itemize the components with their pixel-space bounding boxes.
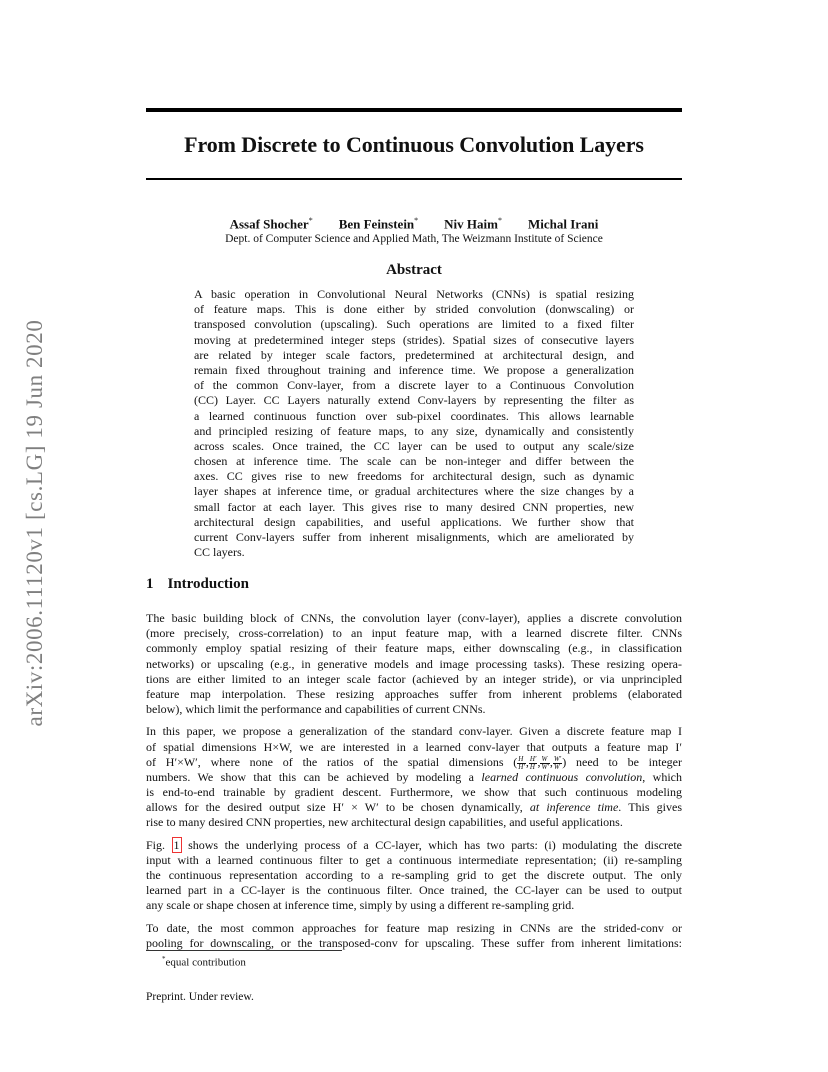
abstract-heading: Abstract bbox=[386, 262, 442, 278]
figure-reference-link[interactable]: 1 bbox=[173, 837, 180, 852]
abstract-line: A basic operation in Convolutional Neural Networks (CNNs) is spatial resizing bbox=[194, 287, 634, 301]
abstract-line: of the common Conv-layer, from a discrete layer to a Continuous Convolution bbox=[194, 378, 634, 393]
text-line: feature map interpolation. These resizing approaches suffer from inherent problems (elaborated bbox=[146, 686, 682, 701]
author: Ben Feinstein* bbox=[338, 216, 419, 232]
abstract-line: CC layers. bbox=[194, 545, 245, 560]
section-number: 1 bbox=[146, 576, 154, 592]
arxiv-identifier-stamp: arXiv:2006.11120v1 [cs.LG] 19 Jun 2020 bbox=[22, 319, 47, 727]
affiliation: Dept. of Computer Science and Applied Math, The Weizmann Institute of Science bbox=[225, 233, 603, 245]
author: Assaf Shocher* bbox=[229, 216, 313, 232]
text-line: The basic building block of CNNs, the convolution layer (conv-layer), applies a discrete convolution bbox=[146, 611, 682, 625]
text-line: of H′×W′, where none of the ratios of the spatial dimensions ( $\frac{H}{H'}$ , $\frac{H'}{H}$ , $\frac{W}{W'}$ , $\frac{W'}{W}$ ) need to be integer bbox=[146, 754, 682, 771]
paragraph bbox=[146, 724, 682, 830]
section-title: Introduction bbox=[167, 576, 249, 592]
author: Michal Irani bbox=[527, 216, 599, 232]
text-line: pooling for downscaling, or the transposed-conv for upscaling. These suffer from inherent limitations: bbox=[146, 935, 682, 950]
abstract-line: transposed convolution (upscaling). Such operations are limited to a fixed filter bbox=[194, 317, 634, 332]
abstract-line: across scales. Once trained, the CC layer can be used to output any scale/size bbox=[194, 438, 634, 453]
text-line: learned part in a CC-layer is the continuous filter. Once trained, the CC-layer can be used to output bbox=[146, 883, 682, 898]
abstract-line: of feature maps. This is done either by strided convolution (donwscaling) or bbox=[194, 302, 634, 317]
abstract-line: a learned continuous function over sub-pixel coordinates. This allows learnable bbox=[194, 408, 634, 423]
abstract-line: chosen at inference time. The scale can be non-integer and differ between the bbox=[194, 454, 634, 469]
section-body bbox=[146, 611, 682, 958]
abstract-line: moving at predetermined integer steps (strides). Spatial sizes of consecutive layers bbox=[194, 332, 634, 347]
text-line: any scale or shape chosen at inference time, simply by using a different re-sampling grid. bbox=[146, 898, 575, 913]
text-line: commonly employ spatial resizing of their feature maps, either downscaling (e.g., in classification bbox=[146, 641, 682, 656]
paragraph bbox=[146, 921, 682, 951]
text-line: To date, the most common approaches for feature map resizing in CNNs are the strided-conv or bbox=[146, 920, 682, 935]
author-list bbox=[146, 216, 682, 232]
text-line: below), which limit the performance and capabilities of current CNNs. bbox=[146, 702, 486, 717]
abstract-body bbox=[194, 287, 634, 560]
text-line: networks) or upscaling (e.g., in generative models and image processing tasks). These resizing opera- bbox=[146, 656, 682, 671]
section-heading bbox=[146, 576, 249, 593]
emphasis: learned continuous convolution bbox=[481, 769, 643, 784]
text-line: is end-to-end trainable by gradient descent. Furthermore, we show that such continuous modeling bbox=[146, 785, 682, 800]
paragraph bbox=[146, 611, 682, 717]
abstract-line: (CC) Layer. CC Layers naturally extend Conv-layers by representing the filter as bbox=[194, 393, 634, 408]
text-line: of spatial dimensions H×W, we are interested in a learned conv-layer that outputs a feature map I′ bbox=[146, 739, 682, 754]
abstract-line: architectural design capabilities, and useful applications. We further show that bbox=[194, 514, 634, 529]
text-line: Fig. 1 shows the underlying process of a CC-layer, which has two parts: (i) modulating the discrete bbox=[146, 837, 682, 852]
footnote-rule bbox=[146, 950, 342, 951]
author: Niv Haim* bbox=[444, 216, 502, 232]
text-line: the continuous representation according to a re-sampling grid to get the discrete output. The only bbox=[146, 868, 682, 882]
text-line: (more precisely, cross-correlation) to an input feature map, with a learned discrete filter. CNNs bbox=[146, 626, 682, 641]
abstract-line: small factor at each layer. This gives rise to many desired CNN properties, new bbox=[194, 499, 634, 514]
title-bottom-rule bbox=[146, 178, 682, 180]
text-line: In this paper, we propose a generalization of the standard conv-layer. Given a discrete feature map I bbox=[146, 724, 682, 739]
title-top-rule bbox=[146, 108, 682, 112]
abstract-line: current Conv-layers suffer from inherent misalignments, which are ameliorated by bbox=[194, 530, 634, 544]
abstract-line: axes. CC gives rise to new freedoms for architectural design, such as dynamic bbox=[194, 469, 634, 484]
text-line: input with a learned continuous filter to get a continuous intermediate representation; (ii) re-sampling bbox=[146, 852, 682, 867]
abstract-line: and principled resizing of feature maps, to any size, dynamically and consistently bbox=[194, 423, 634, 438]
ratio-fraction: $\frac{W}{W'}$ bbox=[541, 754, 549, 771]
ratio-fraction: $\frac{H'}{H}$ bbox=[529, 754, 537, 771]
abstract-line: are related by integer scale factors, predetermined at architectural design, and bbox=[194, 347, 634, 362]
paper-title: From Discrete to Continuous Convolution Layers bbox=[184, 132, 644, 157]
text-line: numbers. We show that this can be achieved by modeling a learned continuous convolution, which bbox=[146, 769, 682, 784]
text-line: allows for the desired output size H′ × W′ to be chosen dynamically, at inference time. This gives bbox=[146, 800, 682, 815]
ratio-fraction: $\frac{H}{H'}$ bbox=[518, 754, 525, 771]
abstract-line: remain fixed throughout training and inference time. We propose a generalization bbox=[194, 362, 634, 377]
footnote: *equal contribution bbox=[162, 955, 246, 969]
paragraph bbox=[146, 838, 682, 914]
text-line: rise to many desired CNN properties, new architectural design capabilities, and useful applications. bbox=[146, 815, 623, 830]
ratio-fraction: $\frac{W'}{W}$ bbox=[553, 754, 562, 771]
abstract-line: layer shapes at inference time, or gradual architectures where the size changes by a bbox=[194, 484, 634, 499]
text-line: tions are either limited to an integer scale factor (achieved by an integer stride), or via unprincipled bbox=[146, 671, 682, 686]
preprint-note: Preprint. Under review. bbox=[146, 991, 254, 1003]
emphasis: at inference time bbox=[529, 800, 619, 815]
